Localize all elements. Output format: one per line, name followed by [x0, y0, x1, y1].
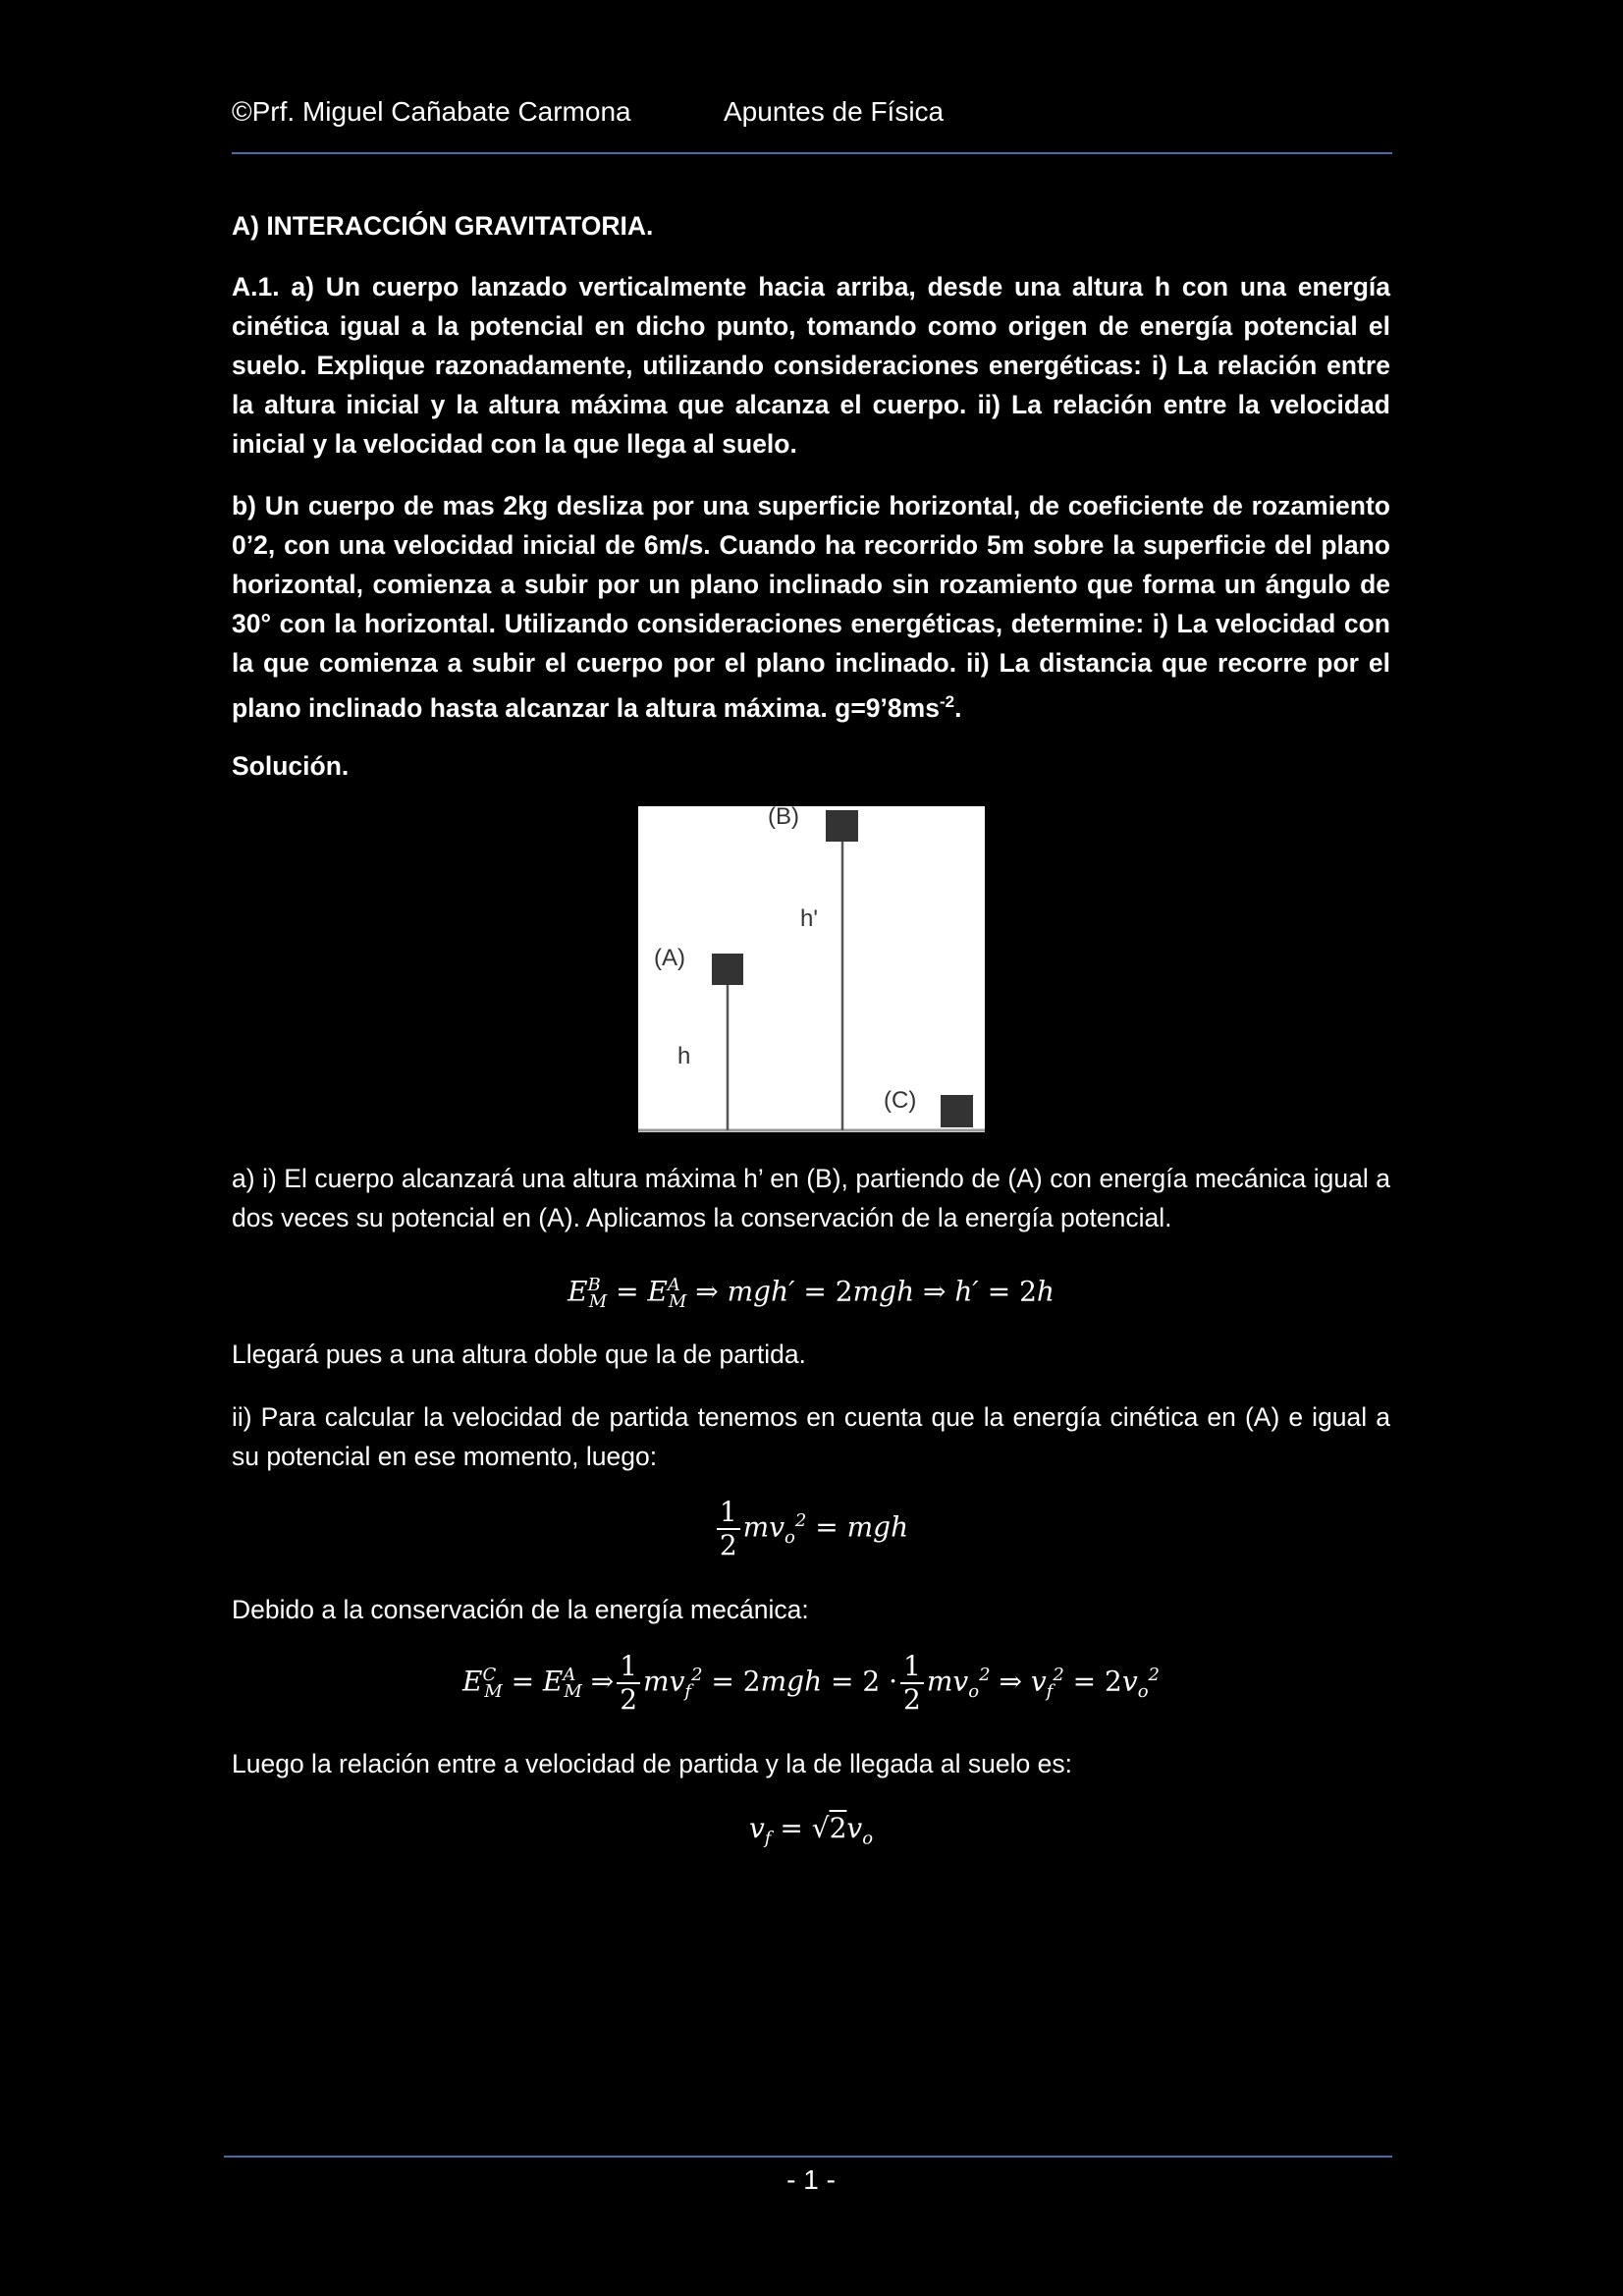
label-h-prime: h' — [800, 905, 818, 932]
body-at-A — [712, 954, 743, 985]
equation-energy-C-A: $E^C_M = E^A_M$ ⇒ $\frac{1}{2}$ $mv_f^2 = 2mgh = 2$ · $\frac{1}{2}$ $mv_o^2$ ⇒ $v_f^2 = 2v_o^2$ — [461, 1650, 1160, 1716]
heights-diagram-svg — [638, 806, 985, 1132]
solution-heading: Solución. — [232, 751, 350, 781]
label-C: (C) — [884, 1087, 917, 1114]
header-author: ©Prf. Miguel Cañabate Carmona — [232, 96, 631, 127]
body-at-B — [826, 810, 858, 842]
solution-paragraph-5: Luego la relación entre a velocidad de partida y la de llegada al suelo es: — [232, 1749, 1072, 1778]
header-title: Apuntes de Física — [724, 96, 945, 127]
solution-paragraph-1: a) i) El cuerpo alcanzará una altura máxima h’ en (B), partiendo de (A) con energía mecánica igual a dos veces su potencial en (A). Aplicamos la conservación de la energía potencial. — [232, 1164, 1390, 1232]
equation-initial-speed: $\frac{1}{2}$ $mv_o^2$ = mgh — [232, 1497, 1390, 1561]
equation-energy-B-A: $E^B_M = E^A_M$ ⇒ mgh′ = 2mgh ⇒ h′ = 2h — [568, 1275, 1055, 1312]
equation-final-speed: $v_f = √2v_o$ — [748, 1812, 874, 1849]
page-number: - 1 - — [786, 2164, 836, 2195]
body-at-C — [941, 1095, 973, 1127]
problem-part-a: A.1. a) Un cuerpo lanzado verticalmente hacia arriba, desde una altura h con una energía cinética igual a la potencial en dicho punto, tomando como origen de energía potencial el suelo. Explique razonadamente, utilizando consideraciones energéticas: i) La relación entre la altura inicial y la altura máxima que alcanza el cuerpo. ii) La relación entre la velocidad inicial y la velocidad con la que llega al suelo. — [232, 272, 1390, 459]
solution-paragraph-4: Debido a la conservación de la energía mecánica: — [232, 1595, 809, 1624]
footer-rule — [224, 2156, 1392, 2158]
heights-diagram — [638, 803, 985, 1132]
section-title: A) INTERACCIÓN GRAVITATORIA. — [232, 211, 654, 241]
problem-part-b-exponent: -2 — [939, 692, 955, 711]
label-h: h — [677, 1043, 691, 1069]
problem-part-b — [232, 486, 1390, 728]
problem-part-b-text: b) Un cuerpo de mas 2kg desliza por una superficie horizontal, de coeficiente de rozamiento 0’2, con una velocidad inicial de 6m/s. Cuando ha recorrido 5m sobre la superficie del plano horizontal, comienza a subir por un plano inclinado sin rozamiento que forma un ángulo de 30° con la horizontal. Utilizando consideraciones energéticas, determine: i) La velocidad con la que comienza a subir el cuerpo por el plano inclinado. ii) La distancia que recorre por el plano inclinado hasta alcanzar la altura máxima. g=9’8ms — [232, 491, 1390, 723]
label-A: (A) — [654, 945, 685, 971]
header-rule — [232, 152, 1392, 154]
solution-paragraph-2: Llegará pues a una altura doble que la de partida. — [232, 1339, 806, 1369]
problem-part-b-end: . — [954, 692, 962, 723]
solution-paragraph-3: ii) Para calcular la velocidad de partida tenemos en cuenta que la energía cinética en (A) e igual a su potencial en ese momento, luego: — [232, 1402, 1390, 1471]
label-B: (B) — [768, 803, 799, 830]
